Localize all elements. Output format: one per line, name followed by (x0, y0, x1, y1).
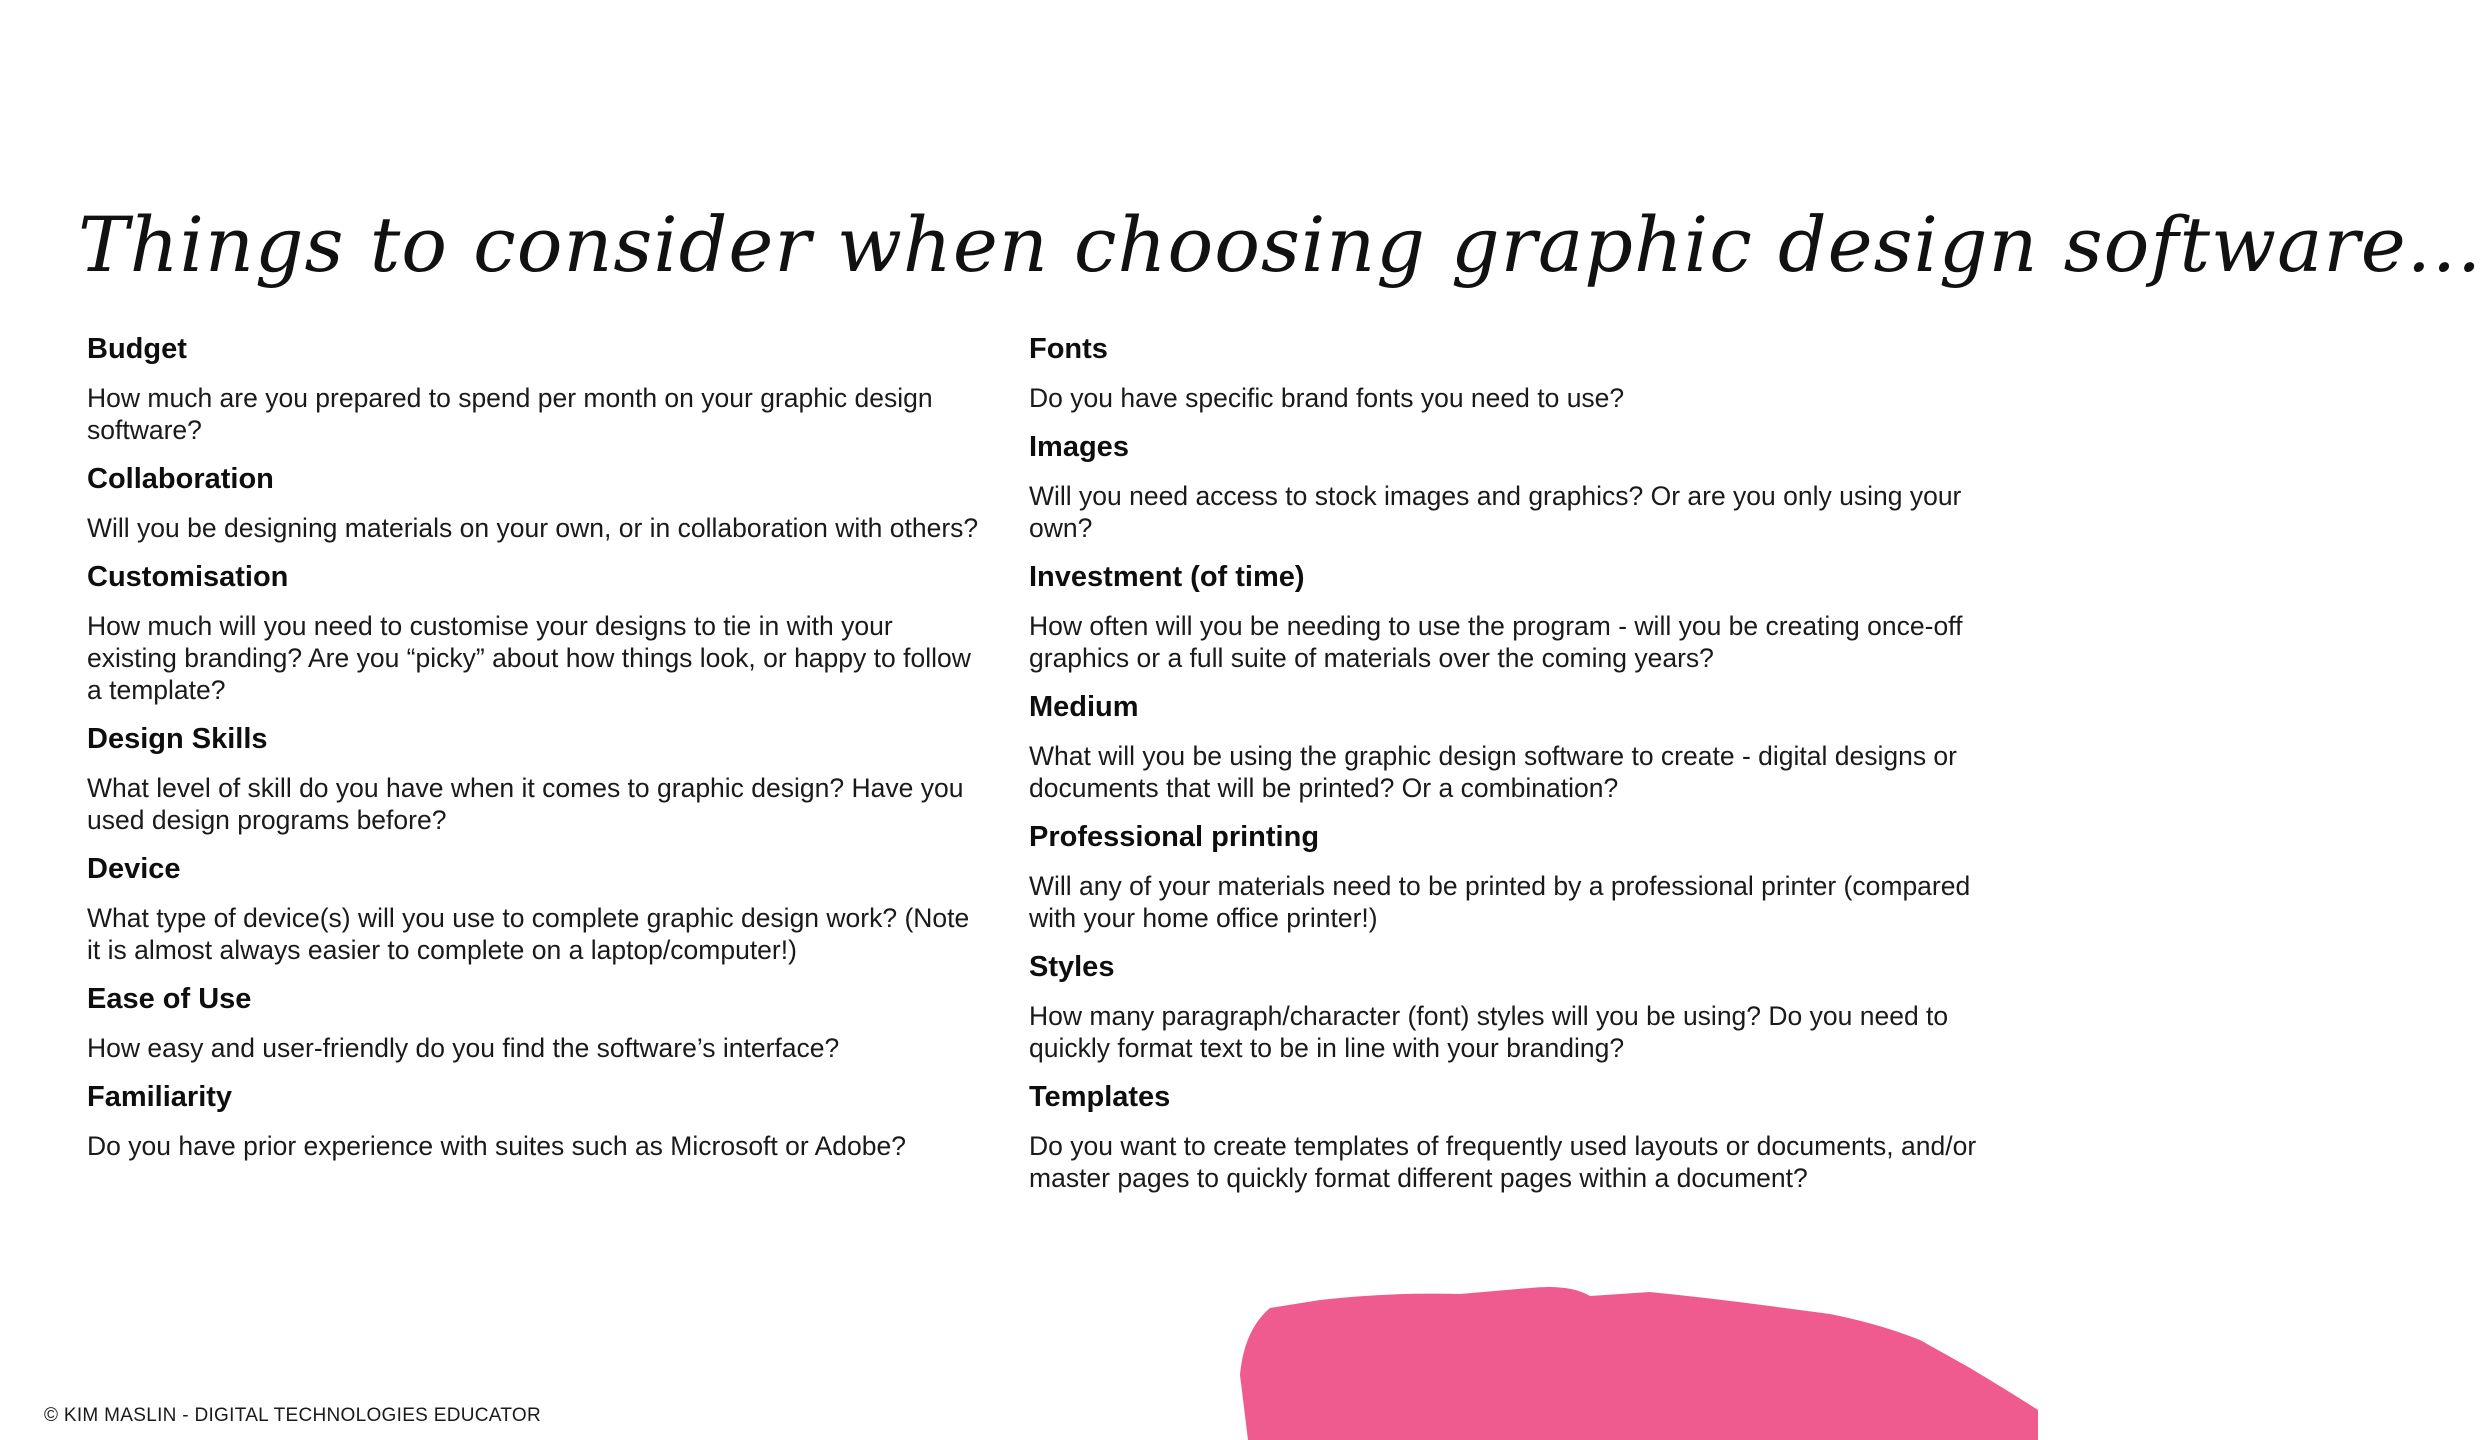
item-body: How much will you need to customise your designs to tie in with your existing branding? Are you “picky” about how things look, or happy to follow a template? (87, 611, 971, 705)
item-heading: Professional printing (1029, 821, 1320, 853)
item-body: How much are you prepared to spend per month on your graphic design software? (87, 383, 933, 445)
consideration-item (1029, 428, 1979, 544)
item-heading: Budget (87, 333, 187, 365)
item-body: Do you have prior experience with suites such as Microsoft or Adobe? (87, 1131, 906, 1161)
left-column (87, 330, 987, 1176)
item-body: Will you need access to stock images and graphics? Or are you only using your own? (1029, 481, 1962, 543)
item-heading: Medium (1029, 691, 1139, 723)
pink-brush-stroke (1230, 1280, 2038, 1440)
consideration-item (87, 1078, 987, 1162)
consideration-item (1029, 818, 1979, 934)
item-heading: Collaboration (87, 463, 274, 495)
item-heading: Images (1029, 431, 1129, 463)
consideration-item (1029, 688, 1979, 804)
item-body: Do you want to create templates of frequently used layouts or documents, and/or master pages to quickly format different pages within a document? (1029, 1131, 1977, 1193)
consideration-item (87, 980, 987, 1064)
consideration-item (87, 460, 987, 544)
consideration-item (1029, 330, 1979, 414)
copyright-footer: © KIM MASLIN - DIGITAL TECHNOLOGIES EDUCATOR (44, 1405, 541, 1426)
item-body: How often will you be needing to use the program - will you be creating once-off graphics or a full suite of materials over the coming years? (1029, 611, 1963, 673)
consideration-item (1029, 1078, 1979, 1194)
item-body: What type of device(s) will you use to complete graphic design work? (Note it is almost always easier to complete on a laptop/computer!) (87, 903, 970, 965)
page-title: Things to consider when choosing graphic design software... (78, 199, 2482, 289)
item-body: Will you be designing materials on your own, or in collaboration with others? (87, 513, 979, 543)
item-body: How many paragraph/character (font) styles will you be using? Do you need to quickly format text to be in line with your branding? (1029, 1001, 1949, 1063)
item-heading: Investment (of time) (1029, 561, 1305, 593)
item-body: How easy and user-friendly do you find the software’s interface? (87, 1033, 840, 1063)
item-heading: Familiarity (87, 1081, 233, 1113)
consideration-item (87, 558, 987, 706)
item-body: Will any of your materials need to be printed by a professional printer (compared with your home office printer!) (1029, 871, 1971, 933)
item-body: What will you be using the graphic design software to create - digital designs or documents that will be printed? Or a combination? (1029, 741, 1957, 803)
item-heading: Styles (1029, 951, 1115, 983)
right-column (1029, 330, 1979, 1208)
item-body: What level of skill do you have when it comes to graphic design? Have you used design programs before? (87, 773, 964, 835)
brush-shape (1240, 1287, 2038, 1440)
item-heading: Design Skills (87, 723, 268, 755)
consideration-item (1029, 558, 1979, 674)
consideration-item (87, 850, 987, 966)
item-body: Do you have specific brand fonts you need to use? (1029, 383, 1625, 413)
item-heading: Customisation (87, 561, 289, 593)
item-heading: Fonts (1029, 333, 1108, 365)
consideration-item (87, 330, 987, 446)
item-heading: Device (87, 853, 181, 885)
consideration-item (1029, 948, 1979, 1064)
item-heading: Ease of Use (87, 983, 252, 1015)
item-heading: Templates (1029, 1081, 1171, 1113)
consideration-item (87, 720, 987, 836)
